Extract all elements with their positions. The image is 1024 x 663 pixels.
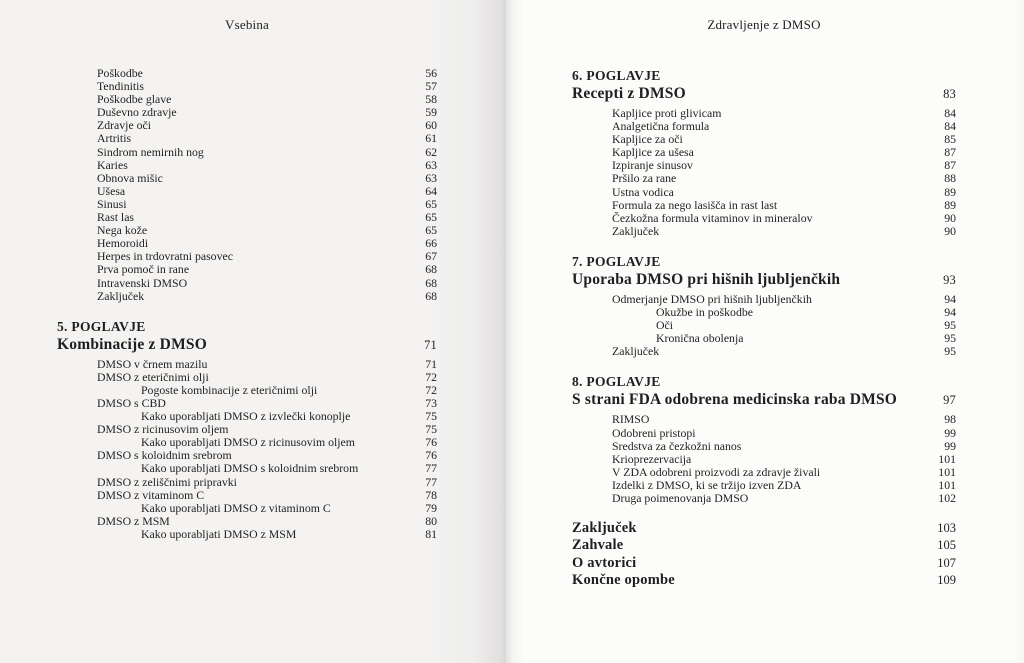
toc-entry-label: Odobreni pristopi: [612, 426, 696, 440]
toc-entry-label: Zaključek: [572, 520, 637, 537]
toc-entry-label: Zaključek: [612, 345, 660, 359]
toc-entry-label: DMSO z eteričnimi olji: [97, 370, 209, 384]
toc-entry-page-number: 75: [425, 422, 437, 437]
toc-entry-label: Pršilo za rane: [612, 172, 677, 186]
toc-entry-label: Ustna vodica: [612, 185, 674, 199]
chapter-title-entry: [57, 335, 437, 355]
toc-entry: [572, 306, 956, 319]
toc-entry-label: Sindrom nemirnih nog: [97, 145, 204, 159]
toc-entry: [57, 423, 437, 436]
toc-entry-label: Okužbe in poškodbe: [656, 306, 753, 320]
running-head-right: Zdravljenje z DMSO: [707, 17, 821, 32]
toc-entry-page-number: 79: [425, 500, 437, 515]
toc-entry: [57, 172, 437, 185]
toc-block: [572, 67, 956, 238]
toc-entry: [57, 237, 437, 250]
toc-entry-page-number: 71: [424, 337, 437, 352]
toc-entry-label: O avtorici: [572, 554, 637, 571]
toc-entry-label: Kapljice za ušesa: [612, 146, 694, 160]
toc-entry-page-number: 59: [425, 105, 437, 120]
toc-entry-label: Herpes in trdovratni pasovec: [97, 250, 233, 264]
toc-entry-label: Čezkožna formula vitaminov in mineralov: [612, 211, 813, 225]
toc-entry-label: Kapljice za oči: [612, 133, 683, 147]
toc-entry-page-number: 75: [425, 409, 437, 424]
toc-entry-label: Duševno zdravje: [97, 106, 177, 120]
page-left-content: [57, 0, 437, 541]
toc-entry-label: 5. POGLAVJE: [57, 318, 146, 334]
toc-entry-page-number: 73: [425, 395, 437, 410]
chapter-heading: [572, 253, 956, 270]
toc-entry: [57, 224, 437, 237]
toc-entry-page-number: 84: [944, 106, 956, 120]
toc-entry-label: 7. POGLAVJE: [572, 253, 661, 269]
toc-entry-label: Prva pomoč in rane: [97, 263, 190, 277]
toc-entry: [57, 489, 437, 502]
toc-entry-page-number: 107: [937, 555, 956, 570]
toc-entry-label: Kako uporabljati DMSO z vitaminom C: [141, 501, 331, 515]
backmatter-entry: [572, 555, 956, 572]
toc-entry-label: DMSO v črnem mazilu: [97, 357, 208, 371]
toc-entry-page-number: 63: [425, 157, 437, 172]
toc-entry-label: DMSO z vitaminom C: [97, 488, 205, 502]
toc-entry-page-number: 95: [944, 331, 956, 346]
toc-entry-label: Kako uporabljati DMSO z izvlečki konoplje: [141, 410, 351, 424]
toc-entry-page-number: 97: [943, 393, 956, 408]
toc-entry-page-number: 63: [425, 170, 437, 185]
toc-entry-page-number: 77: [425, 474, 437, 489]
toc-entry: [572, 225, 956, 238]
toc-entry-label: Izdelki z DMSO, ki se tržijo izven ZDA: [612, 478, 802, 492]
toc-entry-label: Intravenski DMSO: [97, 276, 188, 290]
toc-entry-label: Zahvale: [572, 537, 624, 554]
toc-entry-label: Zdravje oči: [97, 119, 152, 133]
toc-entry-page-number: 105: [937, 538, 956, 553]
toc-entry: [572, 199, 956, 212]
toc-entry-label: Pogoste kombinacije z eteričnimi olji: [141, 383, 318, 397]
running-head-left: Vsebina: [225, 17, 269, 32]
toc-entry-page-number: 71: [425, 356, 437, 371]
toc-entry: [572, 120, 956, 133]
toc-entry: [57, 185, 437, 198]
toc-entry-page-number: 78: [425, 487, 437, 502]
toc-entry-page-number: 60: [425, 118, 437, 133]
chapter-title-entry: [572, 390, 956, 410]
toc-entry-label: 8. POGLAVJE: [572, 374, 661, 390]
toc-entry-page-number: 68: [425, 262, 437, 277]
toc-entry: [572, 133, 956, 146]
toc-entry-label: Kako uporabljati DMSO z ricinusovim oljem: [141, 436, 355, 450]
toc-entry: [57, 528, 437, 541]
toc-entry-page-number: 89: [944, 197, 956, 212]
toc-entry-page-number: 83: [943, 87, 956, 101]
toc-entry: [57, 410, 437, 423]
toc-entry: [572, 186, 956, 199]
toc-entry: [57, 462, 437, 475]
toc-entry: [57, 119, 437, 132]
toc-entry-label: Karies: [97, 158, 128, 172]
toc-entry: [57, 476, 437, 489]
toc-entry-page-number: 89: [944, 184, 956, 199]
toc-entry-page-number: 102: [938, 490, 956, 505]
toc-list-right: [572, 67, 956, 590]
toc-entry-page-number: 72: [425, 382, 437, 397]
toc-entry: [57, 159, 437, 172]
toc-entry-label: Poškodbe: [97, 67, 143, 80]
toc-entry-label: Kako uporabljati DMSO z MSM: [141, 527, 297, 541]
toc-entry: [572, 440, 956, 453]
toc-entry-label: DMSO s CBD: [97, 396, 166, 410]
toc-entry-page-number: 62: [425, 144, 437, 159]
toc-entry-label: Oči: [656, 319, 674, 333]
toc-entry: [572, 146, 956, 159]
chapter-heading: [572, 373, 956, 390]
backmatter-entry: [572, 572, 956, 589]
toc-entry-page-number: 101: [938, 464, 956, 479]
toc-entry-label: DMSO z zeliščnimi pripravki: [97, 475, 237, 489]
toc-entry-page-number: 81: [425, 526, 437, 541]
toc-entry-page-number: 95: [944, 318, 956, 333]
toc-entry-label: DMSO z ricinusovim oljem: [97, 423, 229, 437]
toc-entry-label: 6. POGLAVJE: [572, 68, 661, 83]
toc-entry-label: Kako uporabljati DMSO s koloidnim srebrom: [141, 462, 359, 476]
toc-entry-page-number: 76: [425, 435, 437, 450]
toc-entry-page-number: 101: [938, 451, 956, 466]
toc-entry-page-number: 84: [944, 119, 956, 134]
toc-entry-page-number: 98: [944, 412, 956, 427]
toc-entry-label: Sinusi: [97, 197, 127, 211]
toc-entry-label: Tendinitis: [97, 80, 145, 94]
toc-entry: [572, 212, 956, 225]
toc-entry-label: Zaključek: [97, 289, 145, 303]
toc-entry-page-number: 87: [944, 145, 956, 160]
toc-entry-page-number: 87: [944, 158, 956, 173]
toc-entry-label: Kapljice proti glivicam: [612, 107, 722, 120]
toc-entry-label: Izpiranje sinusov: [612, 159, 693, 173]
toc-entry-page-number: 65: [425, 210, 437, 225]
chapter-heading: [57, 318, 437, 335]
toc-block: [572, 253, 956, 358]
toc-entry: [57, 384, 437, 397]
toc-entry-label: Obnova mišic: [97, 171, 163, 185]
toc-entry-label: Nega kože: [97, 224, 148, 238]
toc-entry-page-number: 85: [944, 132, 956, 147]
toc-entry-page-number: 72: [425, 369, 437, 384]
toc-entry: [572, 107, 956, 120]
toc-entry: [57, 290, 437, 303]
toc-entry: [572, 413, 956, 426]
toc-entry-label: Poškodbe glave: [97, 93, 172, 107]
toc-entry-label: V ZDA odobreni proizvodi za zdravje živali: [612, 465, 821, 479]
toc-entry-page-number: 101: [938, 477, 956, 492]
toc-entry-label: Druga poimenovanja DMSO: [612, 491, 749, 505]
toc-entry-page-number: 77: [425, 461, 437, 476]
toc-entry: [572, 172, 956, 185]
toc-entry-page-number: 95: [944, 344, 956, 359]
toc-entry-label: Uporaba DMSO pri hišnih ljubljenčkih: [572, 270, 841, 288]
toc-entry-page-number: 68: [425, 288, 437, 303]
toc-entry-label: Končne opombe: [572, 572, 675, 589]
page-right-content: [572, 0, 956, 590]
toc-entry-label: S strani FDA odobrena medicinska raba DMSO: [572, 391, 898, 409]
toc-entry: [57, 436, 437, 449]
page-left: [0, 0, 506, 663]
toc-entry: [572, 159, 956, 172]
toc-entry: [57, 277, 437, 290]
chapter-heading: [572, 67, 956, 84]
toc-entry-page-number: 64: [425, 183, 437, 198]
toc-entry-label: Kombinacije z DMSO: [57, 335, 207, 353]
toc-entry: [57, 250, 437, 263]
toc-entry-page-number: 76: [425, 448, 437, 463]
toc-entry-page-number: 94: [944, 305, 956, 320]
toc-entry-label: Krioprezervacija: [612, 452, 692, 466]
toc-entry: [57, 397, 437, 410]
backmatter-entry: [572, 537, 956, 554]
toc-entry: [572, 427, 956, 440]
toc-entry-label: Artritis: [97, 132, 132, 146]
toc-entry: [57, 93, 437, 106]
toc-entry-page-number: 94: [944, 291, 956, 306]
toc-block: [57, 67, 437, 303]
toc-entry-label: Zaključek: [612, 224, 660, 238]
page-right: [506, 0, 1024, 663]
chapter-title-entry: [572, 270, 956, 290]
toc-entry-label: Sredstva za čezkožni nanos: [612, 439, 742, 453]
toc-entry-page-number: 65: [425, 196, 437, 211]
toc-entry: [57, 211, 437, 224]
toc-entry: [57, 198, 437, 211]
toc-list-left: [57, 67, 437, 541]
toc-entry-label: Hemoroidi: [97, 237, 149, 251]
toc-entry-page-number: 90: [944, 223, 956, 238]
toc-block: [572, 520, 956, 590]
toc-block: [572, 373, 956, 505]
toc-entry-page-number: 67: [425, 249, 437, 264]
toc-entry-page-number: 90: [944, 210, 956, 225]
toc-entry-page-number: 80: [425, 513, 437, 528]
toc-entry-label: DMSO s koloidnim srebrom: [97, 449, 232, 463]
toc-entry-page-number: 99: [944, 438, 956, 453]
toc-entry-page-number: 56: [425, 66, 437, 80]
toc-entry-page-number: 88: [944, 171, 956, 186]
toc-entry-page-number: 61: [425, 131, 437, 146]
toc-entry: [572, 345, 956, 358]
toc-entry: [572, 479, 956, 492]
toc-entry: [57, 132, 437, 145]
toc-entry-page-number: 65: [425, 223, 437, 238]
backmatter-entry: [572, 520, 956, 537]
toc-entry-label: Analgetična formula: [612, 120, 710, 134]
toc-entry-page-number: 99: [944, 425, 956, 440]
toc-entry: [572, 453, 956, 466]
toc-entry: [572, 492, 956, 505]
toc-entry-label: Recepti z DMSO: [572, 85, 686, 102]
toc-entry-page-number: 57: [425, 79, 437, 94]
toc-entry: [57, 67, 437, 80]
toc-entry: [57, 106, 437, 119]
toc-entry-label: RIMSO: [612, 413, 650, 427]
toc-entry-label: Ušesa: [97, 184, 126, 198]
toc-entry: [572, 293, 956, 306]
chapter-title-entry: [572, 84, 956, 104]
toc-entry-label: Rast las: [97, 211, 135, 225]
toc-entry: [57, 146, 437, 159]
toc-entry-label: Formula za nego lasišča in rast last: [612, 198, 778, 212]
toc-entry-page-number: 68: [425, 275, 437, 290]
toc-entry: [57, 80, 437, 93]
toc-entry: [57, 358, 437, 371]
toc-entry-label: Odmerjanje DMSO pri hišnih ljubljenčkih: [612, 292, 812, 306]
toc-entry: [57, 263, 437, 276]
toc-entry: [57, 449, 437, 462]
toc-entry-page-number: 103: [937, 521, 956, 536]
toc-entry-page-number: 58: [425, 92, 437, 107]
toc-entry-label: DMSO z MSM: [97, 514, 170, 528]
toc-entry: [57, 502, 437, 515]
toc-entry: [57, 371, 437, 384]
toc-entry: [572, 466, 956, 479]
toc-entry-page-number: 93: [943, 272, 956, 287]
toc-entry-page-number: 109: [937, 573, 956, 588]
toc-block: [57, 318, 437, 541]
toc-entry-page-number: 66: [425, 236, 437, 251]
toc-entry-label: Kronična obolenja: [656, 332, 744, 346]
toc-entry: [572, 332, 956, 345]
toc-entry: [57, 515, 437, 528]
toc-entry: [572, 319, 956, 332]
